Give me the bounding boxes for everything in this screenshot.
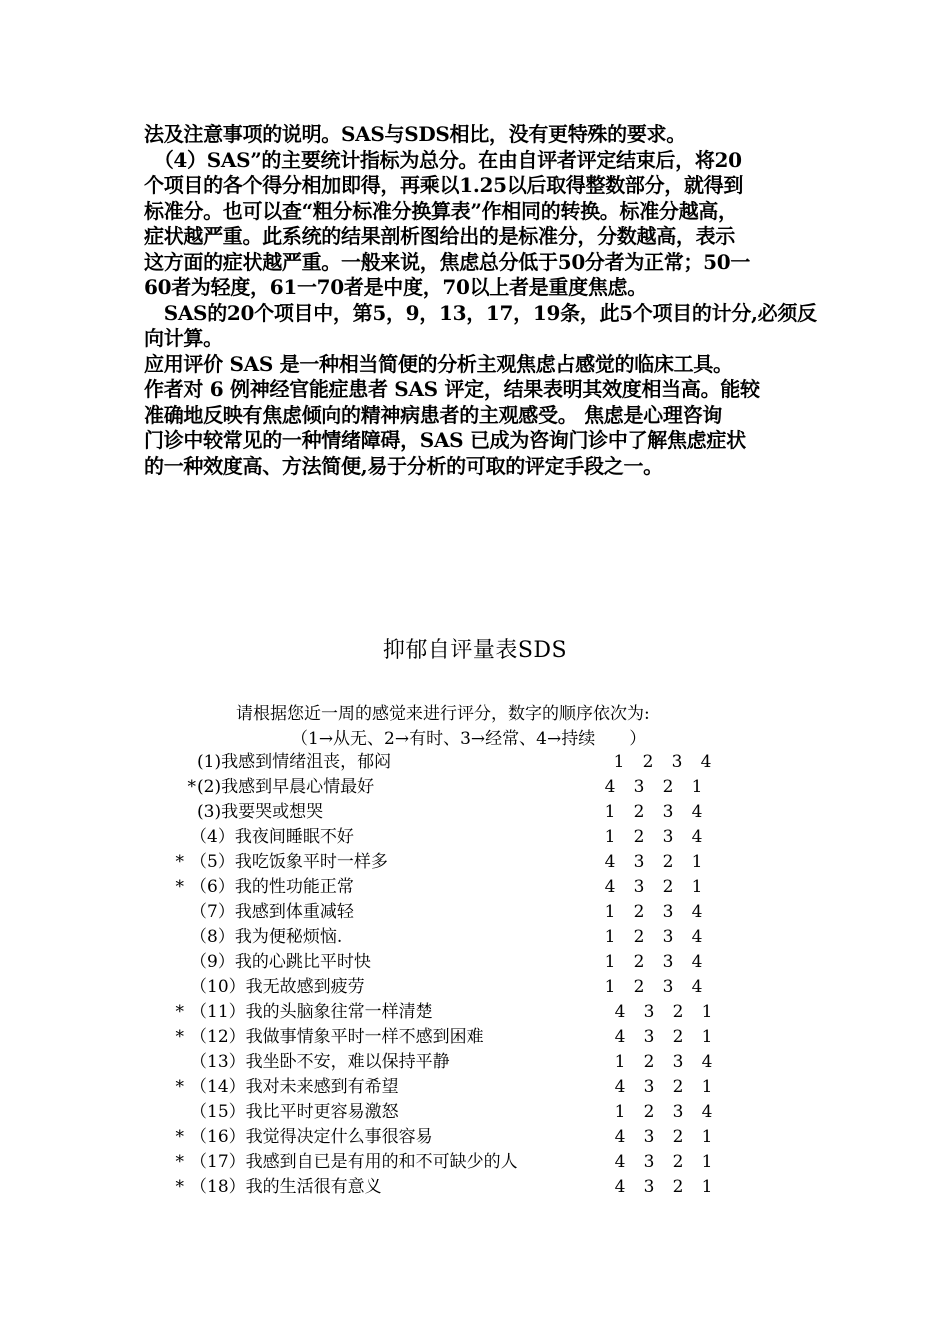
- paragraph-line: 个项目的各个得分相加即得，再乘以1.25以后取得整数部分，就得到: [144, 173, 744, 197]
- score-option: 2: [633, 927, 645, 947]
- score-option: 3: [643, 1002, 655, 1022]
- score-option: 1: [604, 927, 616, 947]
- score-option: 4: [604, 877, 616, 897]
- list-item: [0, 875, 950, 900]
- item-label: （9）我的心跳比平时快: [190, 952, 371, 972]
- score-option: 4: [691, 977, 703, 997]
- score-option: 3: [662, 902, 674, 922]
- reverse-scored-marker: *: [175, 1077, 184, 1097]
- item-label: （6）我的性功能正常: [190, 877, 354, 897]
- item-label: （15）我比平时更容易激怒: [190, 1102, 399, 1122]
- list-item: [0, 1125, 950, 1150]
- item-label: （12）我做事情象平时一样不感到困难: [190, 1027, 484, 1047]
- score-option: 3: [633, 877, 645, 897]
- score-option: 2: [633, 902, 645, 922]
- item-label: （18）我的生活很有意义: [190, 1177, 382, 1197]
- list-item: [0, 975, 950, 1000]
- item-label: （13）我坐卧不安，难以保持平静: [190, 1052, 450, 1072]
- score-option: 2: [633, 802, 645, 822]
- score-option: 3: [633, 777, 645, 797]
- score-option: 4: [691, 902, 703, 922]
- item-label: （14）我对未来感到有希望: [190, 1077, 399, 1097]
- score-option: 3: [643, 1127, 655, 1147]
- score-option: 3: [662, 977, 674, 997]
- score-option: 4: [614, 1152, 626, 1172]
- score-option: 2: [643, 1052, 655, 1072]
- score-option: 3: [643, 1077, 655, 1097]
- score-option: 2: [662, 877, 674, 897]
- score-option: 1: [604, 977, 616, 997]
- paragraph-line: 的一种效度高、方法简便,易于分析的可取的评定手段之一。: [144, 453, 663, 478]
- item-label: （4）我夜间睡眠不好: [190, 827, 354, 847]
- score-option: 1: [701, 1127, 713, 1147]
- score-option: 3: [662, 927, 674, 947]
- score-option: 4: [691, 927, 703, 947]
- paragraph-line: 向计算。: [144, 326, 223, 350]
- item-label: （16）我觉得决定什么事很容易: [190, 1127, 433, 1147]
- score-option: 2: [662, 777, 674, 797]
- score-option: 1: [691, 852, 703, 872]
- list-item: [0, 850, 950, 875]
- score-option: 2: [672, 1152, 684, 1172]
- score-option: 2: [672, 1002, 684, 1022]
- score-option: 1: [614, 1052, 626, 1072]
- list-item: [0, 1075, 950, 1100]
- score-option: 1: [604, 802, 616, 822]
- list-item: [0, 925, 950, 950]
- item-label: （11）我的头脑象往常一样清楚: [190, 1002, 433, 1022]
- paragraph-line: 作者对 6 例神经官能症患者 SAS 评定，结果表明其效度相当高。能较: [144, 377, 760, 401]
- item-label: (2)我感到早晨心情最好: [197, 777, 375, 797]
- reverse-scored-marker: *: [187, 777, 196, 797]
- score-option: 3: [643, 1152, 655, 1172]
- score-option: 4: [614, 1027, 626, 1047]
- score-option: 1: [701, 1002, 713, 1022]
- score-option: 2: [633, 977, 645, 997]
- scale-legend: （1→从无、2→有时、3→经常、4→持续 ）: [291, 729, 647, 749]
- reverse-scored-marker: *: [175, 1002, 184, 1022]
- score-option: 2: [672, 1027, 684, 1047]
- list-item: [0, 950, 950, 975]
- paragraph-line: 门诊中较常见的一种情绪障碍，SAS 已成为咨询门诊中了解焦虑症状: [144, 428, 746, 452]
- reverse-scored-marker: *: [175, 1127, 184, 1147]
- score-option: 4: [691, 952, 703, 972]
- page-title: 抑郁自评量表SDS: [382, 638, 568, 663]
- score-option: 3: [672, 1052, 684, 1072]
- score-option: 1: [701, 1177, 713, 1197]
- score-option: 4: [604, 852, 616, 872]
- score-option: 3: [662, 827, 674, 847]
- score-option: 3: [662, 952, 674, 972]
- score-option: 1: [604, 952, 616, 972]
- paragraph-line: 准确地反映有焦虑倾向的精神病患者的主观感受。 焦虑是心理咨询: [144, 402, 722, 427]
- paragraph-line: 症状越严重。此系统的结果剖析图给出的是标准分，分数越高，表示: [144, 224, 735, 248]
- list-item: [0, 1100, 950, 1125]
- list-item: [0, 1000, 950, 1025]
- score-option: 1: [701, 1077, 713, 1097]
- item-label: (3)我要哭或想哭: [197, 802, 324, 822]
- score-option: 4: [614, 1177, 626, 1197]
- score-option: 2: [643, 1102, 655, 1122]
- paragraph-line: 这方面的症状越严重。一般来说，焦虑总分低于50分者为正常；50一: [144, 249, 751, 274]
- score-option: 2: [672, 1127, 684, 1147]
- reverse-scored-marker: *: [175, 877, 184, 897]
- list-item: [0, 800, 950, 825]
- item-label: （7）我感到体重减轻: [190, 902, 354, 922]
- score-option: 4: [691, 802, 703, 822]
- item-label: (1)我感到情绪沮丧，郁闷: [197, 752, 392, 772]
- score-option: 1: [613, 752, 625, 772]
- list-item: [0, 1050, 950, 1075]
- paragraph-line: 法及注意事项的说明。SAS与SDS相比，没有更特殊的要求。: [144, 122, 686, 146]
- score-option: 4: [691, 827, 703, 847]
- score-option: 3: [633, 852, 645, 872]
- paragraph-line: SAS的20个项目中，第5，9，13，17，19条，此5个项目的计分,必须反: [144, 300, 817, 325]
- item-label: （8）我为便秘烦恼.: [190, 927, 343, 947]
- score-option: 2: [662, 852, 674, 872]
- score-option: 2: [633, 827, 645, 847]
- reverse-scored-marker: *: [175, 1152, 184, 1172]
- sas-description-text: [144, 122, 817, 479]
- list-item: [0, 825, 950, 850]
- score-option: 2: [633, 952, 645, 972]
- score-option: 3: [662, 802, 674, 822]
- score-option: 3: [672, 1102, 684, 1122]
- score-option: 4: [614, 1002, 626, 1022]
- score-option: 4: [701, 1102, 713, 1122]
- score-option: 1: [604, 902, 616, 922]
- score-option: 3: [643, 1027, 655, 1047]
- score-option: 1: [614, 1102, 626, 1122]
- score-option: 1: [701, 1152, 713, 1172]
- list-item: [0, 775, 950, 800]
- item-label: （5）我吃饭象平时一样多: [190, 852, 388, 872]
- score-option: 4: [604, 777, 616, 797]
- reverse-scored-marker: *: [175, 852, 184, 872]
- score-option: 1: [701, 1027, 713, 1047]
- list-item: [0, 1025, 950, 1050]
- paragraph-line: 60者为轻度，61一70者是中度，70以上者是重度焦虑。: [144, 275, 647, 299]
- paragraph-line: 标准分。也可以查“粗分标准分换算表”作相同的转换。标准分越高，: [144, 198, 738, 223]
- score-option: 4: [700, 752, 712, 772]
- score-option: 3: [671, 752, 683, 772]
- reverse-scored-marker: *: [175, 1027, 184, 1047]
- item-label: （17）我感到自已是有用的和不可缺少的人: [190, 1152, 518, 1172]
- reverse-scored-marker: *: [175, 1177, 184, 1197]
- score-option: 2: [642, 752, 654, 772]
- score-option: 4: [614, 1077, 626, 1097]
- score-option: 2: [672, 1177, 684, 1197]
- list-item: [0, 1175, 950, 1200]
- instruction-text: 请根据您近一周的感觉来进行评分，数字的顺序依次为:: [236, 704, 650, 724]
- score-option: 3: [643, 1177, 655, 1197]
- paragraph-line: （4）SAS”的主要统计指标为总分。在由自评者评定结束后，将20: [144, 147, 742, 172]
- list-item: [0, 1150, 950, 1175]
- score-option: 1: [691, 777, 703, 797]
- score-option: 1: [604, 827, 616, 847]
- score-option: 1: [691, 877, 703, 897]
- item-label: （10）我无故感到疲劳: [190, 977, 365, 997]
- score-option: 4: [614, 1127, 626, 1147]
- list-item: [0, 900, 950, 925]
- score-option: 4: [701, 1052, 713, 1072]
- list-item: [0, 750, 950, 775]
- paragraph-line: 应用评价 SAS 是一种相当简便的分析主观焦虑占感觉的临床工具。: [144, 351, 733, 376]
- score-option: 2: [672, 1077, 684, 1097]
